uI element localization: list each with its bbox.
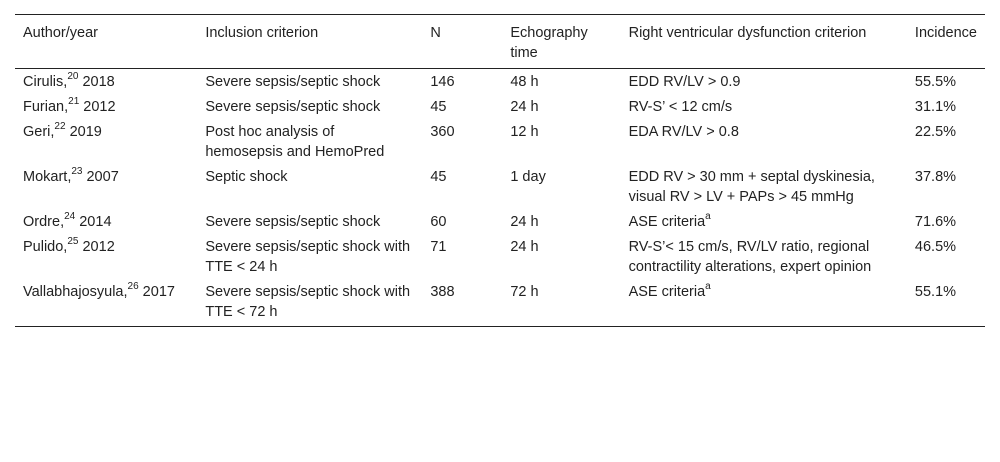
cell-echo: 24 h [510, 214, 539, 230]
cell-echo: 48 h [510, 74, 539, 90]
cell-n: 45 [430, 99, 447, 115]
cell-incidence: 46.5% [914, 239, 957, 255]
cell-n: 146 [430, 74, 455, 90]
cell-n: 360 [430, 124, 455, 140]
cell-rvd [621, 235, 907, 280]
ref-sup: 23 [71, 166, 83, 178]
cell-incidence: 55.1% [907, 280, 985, 327]
author-name: Pulido, [23, 239, 68, 255]
ref-sup: 25 [67, 236, 79, 248]
header-n: N [422, 15, 502, 69]
cell-author [15, 165, 197, 210]
table-row [15, 120, 985, 165]
header-author: Author/year [15, 15, 197, 69]
author-year: 2018 [78, 74, 115, 90]
cell-inclusion: Severe sepsis/septic shock [205, 74, 381, 90]
cell-author [15, 280, 197, 327]
author-name: Ordre, [23, 214, 65, 230]
cell-echo: 24 h [510, 239, 539, 255]
cell-n: 388 [422, 280, 502, 327]
cell-n: 60 [430, 214, 447, 230]
header-inclusion: Inclusion criterion [197, 15, 422, 69]
header-row [15, 15, 985, 69]
cell-n: 71 [430, 239, 447, 255]
table-row [15, 165, 985, 210]
cell-echo: 72 h [502, 280, 620, 327]
cell-incidence: 31.1% [914, 99, 957, 115]
author-year: 2012 [79, 99, 116, 115]
author-year: 2012 [78, 239, 115, 255]
table-row [15, 235, 985, 280]
cell-author [15, 235, 197, 280]
cell-author [15, 120, 197, 165]
header-incidence: Incidence [907, 15, 985, 69]
rvd-text: EDA RV/LV > 0.8 [628, 124, 739, 140]
cell-rvd [621, 69, 907, 96]
cell-echo: 1 day [510, 169, 546, 185]
cell-incidence: 55.5% [914, 74, 957, 90]
cell-n: 45 [430, 169, 447, 185]
cell-inclusion: Septic shock [205, 169, 288, 185]
table-row [15, 210, 985, 235]
cell-inclusion: Post hoc analysis of hemosepsis and HemoPred [205, 124, 385, 160]
ref-sup: 22 [54, 121, 66, 133]
rvd-text: ASE criteria [628, 214, 706, 230]
cell-author [15, 210, 197, 235]
author-name: Vallabhajosyula, [23, 284, 128, 300]
ref-sup: 24 [64, 211, 76, 223]
author-year: 2007 [82, 169, 119, 185]
rvd-text: RV-S’ < 12 cm/s [628, 99, 733, 115]
cell-rvd [621, 120, 907, 165]
rvd-text: ASE criteria [628, 284, 706, 300]
author-name: Geri, [23, 124, 55, 140]
author-year: 2019 [65, 124, 102, 140]
ref-sup: 21 [68, 96, 80, 108]
rvd-sup: a [705, 281, 711, 293]
author-name: Mokart, [23, 169, 72, 185]
rvd-text: RV-S’< 15 cm/s, RV/LV ratio, regional contractility alterations, expert opinion [628, 239, 872, 275]
cell-inclusion: Severe sepsis/septic shock [205, 214, 381, 230]
cell-author [15, 95, 197, 120]
cell-inclusion: Severe sepsis/septic shock with TTE < 72 h [197, 280, 422, 327]
cell-rvd [621, 165, 907, 210]
table-row [15, 280, 985, 327]
header-echo: Echography time [502, 15, 620, 69]
cell-rvd [621, 280, 907, 327]
cell-inclusion: Severe sepsis/septic shock with TTE < 24 h [205, 239, 411, 275]
header-rvd: Right ventricular dysfunction criterion [621, 15, 907, 69]
cell-echo: 12 h [510, 124, 539, 140]
author-name: Furian, [23, 99, 69, 115]
rvd-text: EDD RV > 30 mm + septal dyskinesia, visual RV > LV + PAPs > 45 mmHg [628, 169, 875, 205]
table-row [15, 69, 985, 96]
cell-author [15, 69, 197, 96]
table-row [15, 95, 985, 120]
ref-sup: 26 [127, 281, 139, 293]
rvd-sup: a [705, 211, 711, 223]
data-table [15, 14, 985, 327]
cell-inclusion: Severe sepsis/septic shock [205, 99, 381, 115]
author-year: 2014 [75, 214, 112, 230]
cell-incidence: 71.6% [914, 214, 957, 230]
rvd-text: EDD RV/LV > 0.9 [628, 74, 741, 90]
cell-rvd [621, 95, 907, 120]
author-name: Cirulis, [23, 74, 68, 90]
author-year: 2017 [138, 284, 175, 300]
cell-echo: 24 h [510, 99, 539, 115]
cell-incidence: 22.5% [914, 124, 957, 140]
ref-sup: 20 [67, 71, 79, 83]
cell-rvd [621, 210, 907, 235]
cell-incidence: 37.8% [914, 169, 957, 185]
